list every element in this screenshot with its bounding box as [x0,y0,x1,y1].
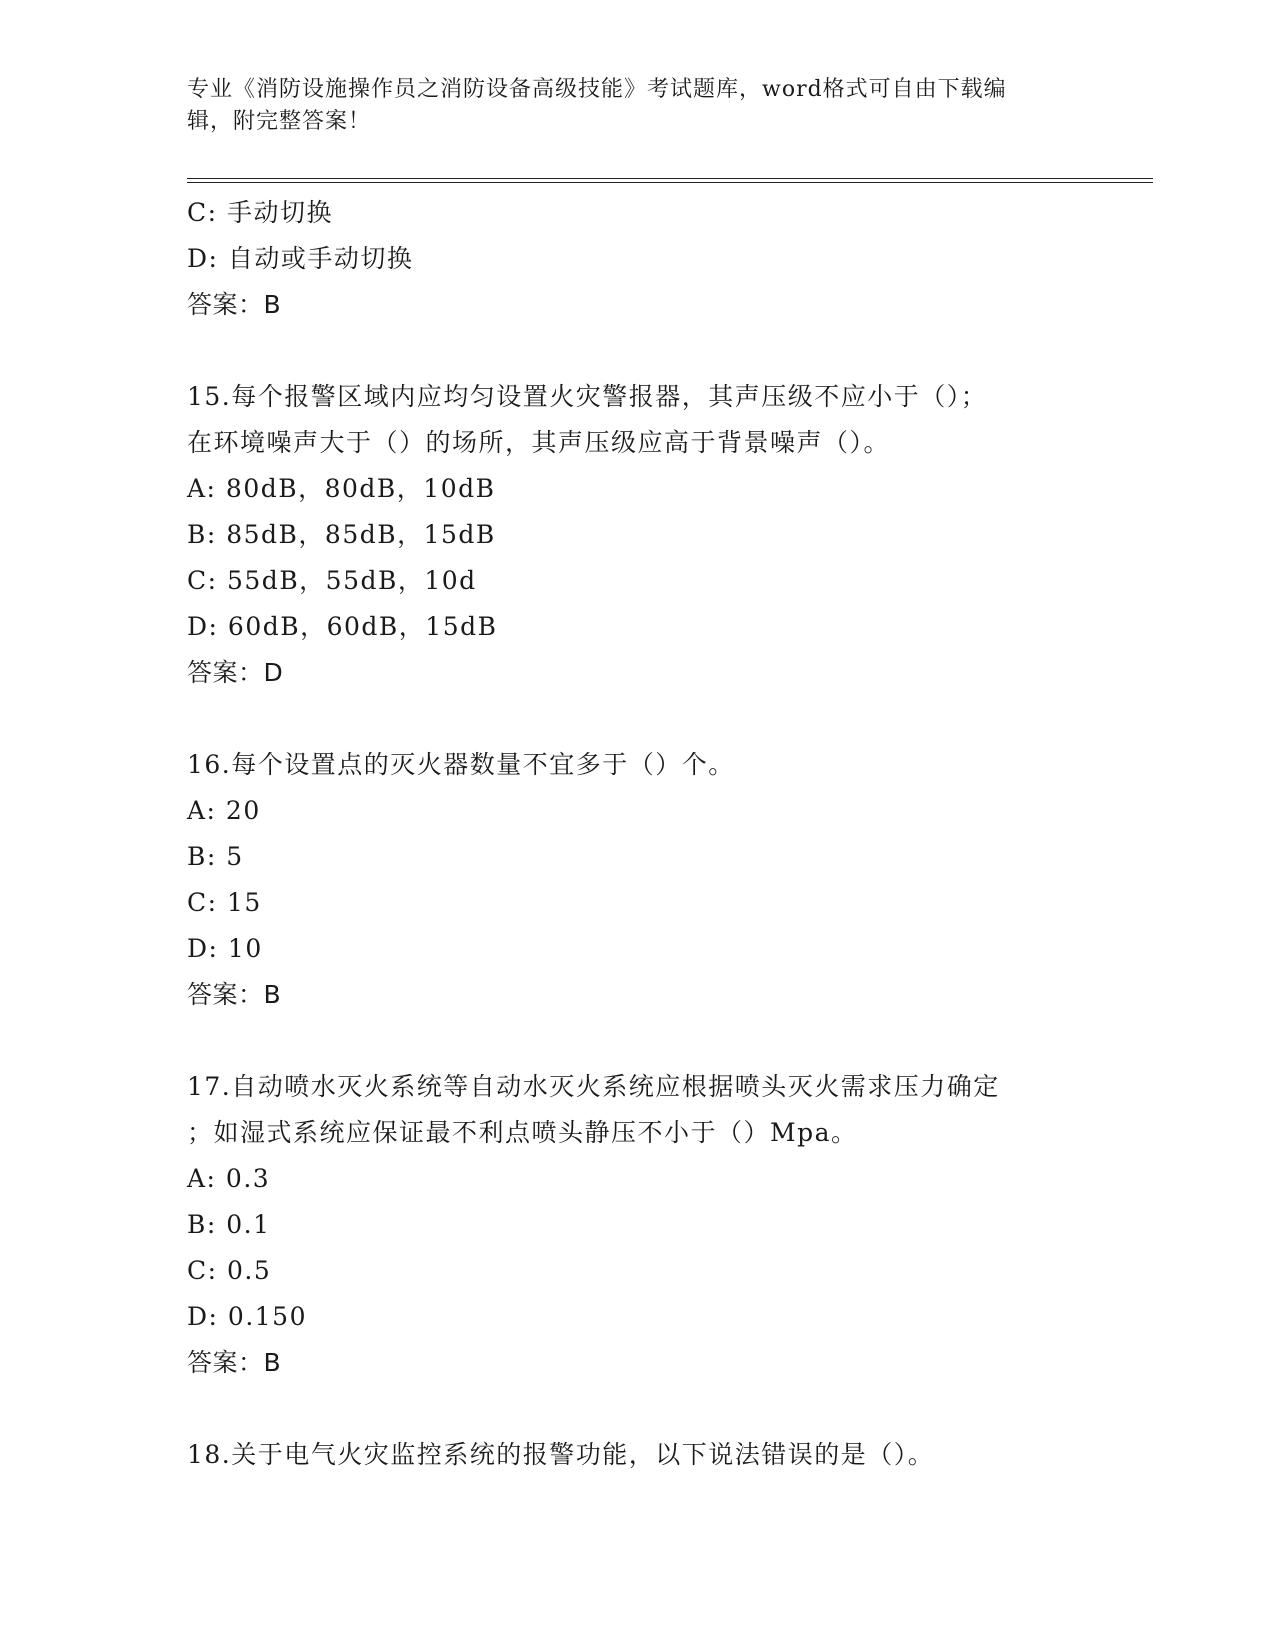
header-divider-bottom [187,182,1153,183]
option-c: C: 55dB，55dB，10d [187,566,477,595]
option-d: D: 60dB，60dB，15dB [187,612,498,641]
question-text: 16.每个设置点的灭火器数量不宜多于（）个。 [187,750,735,779]
answer-line: 答案：D [187,658,284,687]
answer-line: 答案：B [187,290,282,319]
question-16 [187,742,1147,1018]
option-c: C: 15 [187,888,262,917]
question-text: 在环境噪声大于（）的场所，其声压级应高于背景噪声（）。 [187,428,891,457]
question-text: 17.自动喷水灭火系统等自动水灭火系统应根据喷头灭火需求压力确定 [187,1072,1000,1101]
header-divider-top [187,178,1153,179]
question-text: ；如湿式系统应保证最不利点喷头静压不小于（）Mpa。 [187,1118,858,1147]
document-body [187,190,1147,1478]
question-text: 18.关于电气火灾监控系统的报警功能，以下说法错误的是（）。 [187,1440,935,1469]
option-a: A: 20 [187,796,261,825]
option-d: D: 10 [187,934,263,963]
answer-line: 答案：B [187,1348,282,1377]
header-line-1: 专业《消防设施操作员之消防设备高级技能》考试题库，word格式可自由下载编 [187,77,1007,102]
option-b: B: 0.1 [187,1210,271,1239]
question-15 [187,374,1147,696]
document-header [187,74,1067,138]
option-d: D: 0.150 [187,1302,307,1331]
option-a: A: 80dB，80dB，10dB [187,474,496,503]
answer-line: 答案：B [187,980,282,1009]
option-c: C: 0.5 [187,1256,272,1285]
header-line-2: 辑，附完整答案！ [187,109,372,134]
question-17 [187,1064,1147,1386]
option-b: B: 85dB，85dB，15dB [187,520,496,549]
question-text: 15.每个报警区域内应均匀设置火灾警报器，其声压级不应小于（）； [187,382,988,411]
option-d: D: 自动或手动切换 [187,244,414,273]
option-a: A: 0.3 [187,1164,271,1193]
option-b: B: 5 [187,842,244,871]
option-c: C: 手动切换 [187,198,333,227]
question-18 [187,1432,1147,1478]
